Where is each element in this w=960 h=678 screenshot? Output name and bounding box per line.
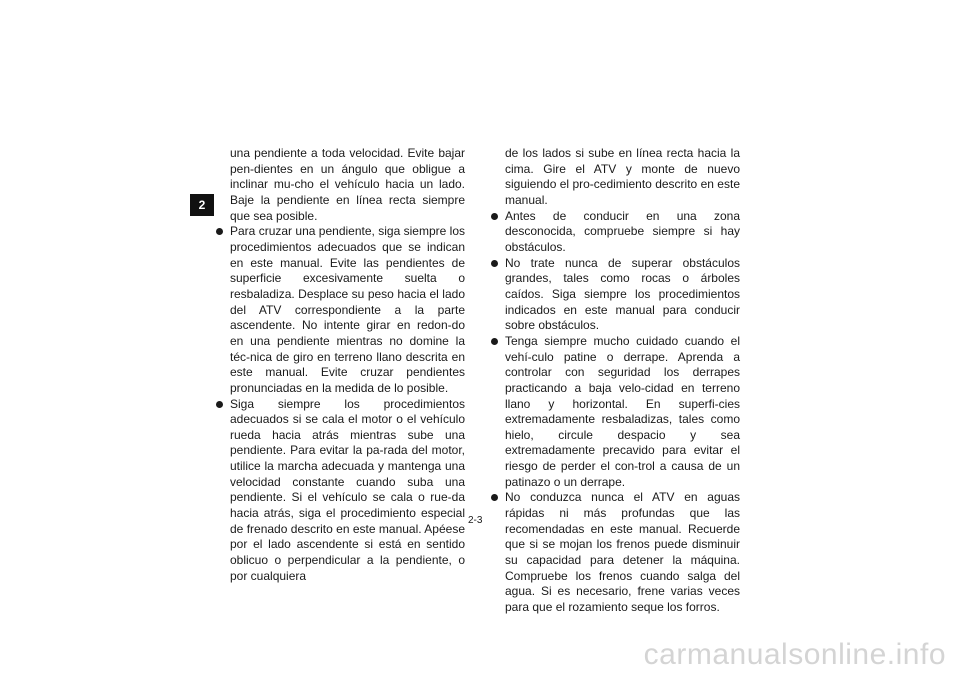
bullet-item [491,209,740,256]
watermark: carmanualsonline.info [643,638,946,671]
bullet-icon [216,401,223,408]
bullet-text: Siga siempre los procedimientos adecuados si se cala el motor o el vehículo rueda hacia atrás mientras sube una pendiente. Para evitar la pa-rada del motor, utilice la marcha adecuada y mantenga una velocidad constante cuando suba una pendiente. Si el vehículo se cala o rue-da hacia atrás, siga el procedimiento especial de frenado descrito en este manual. Apéese por el lado ascendente si está en sentido oblicuo o perpendicular a la pendiente, o por cualquiera [230,396,465,583]
left-column [216,146,465,584]
bullet-icon [491,494,498,501]
bullet-icon [491,260,498,267]
bullet-item [216,397,465,585]
bullet-item [491,334,740,491]
left-continuation-paragraph: una pendiente a toda velocidad. Evite bajar pen-dientes en un ángulo que obligue a inclinar mu-cho el vehículo hacia un lado. Baje la pendiente en línea recta siempre que sea posible. [230,146,465,223]
bullet-icon [491,213,498,220]
bullet-item [216,224,465,396]
bullet-item [491,256,740,334]
page-number: 2-3 [468,515,483,526]
bullet-text: No conduzca nunca el ATV en aguas rápidas ni más profundas que las recomendadas en este manual. Recuerde que si se mojan los frenos puede disminuir su capacidad para detener la máquina. Compruebe los frenos cuando salga del agua. Si es necesario, frene varias veces para que el rozamiento seque los forros. [505,490,740,615]
right-column [491,146,740,616]
bullet-text: Antes de conducir en una zona desconocida, compruebe siempre si hay obstáculos. [505,208,740,254]
right-continuation-paragraph: de los lados si sube en línea recta hacia la cima. Gire el ATV y monte de nuevo siguiendo el pro-cedimiento descrito en este manual. [505,146,740,207]
bullet-icon [216,228,223,235]
bullet-icon [491,338,498,345]
bullet-text: Para cruzar una pendiente, siga siempre los procedimientos adecuados que se indican en este manual. Evite las pendientes de superficie excesivamente suelta o resbaladiza. Desplace su peso hacia el lado del ATV correspondiente a la parte ascendente. No intente girar en redon-do en una pendiente mientras no domine la téc-nica de giro en terreno llano descrita en este manual. Evite cruzar pendientes pronunciadas en la medida de lo posible. [230,224,465,395]
chapter-tab: 2 [190,194,214,216]
bullet-item [491,490,740,615]
bullet-text: No trate nunca de superar obstáculos grandes, tales como rocas o árboles caídos. Siga siempre los procedimientos indicados en este manual para conducir sobre obstáculos. [505,255,740,333]
bullet-text: Tenga siempre mucho cuidado cuando el vehí-culo patine o derrape. Aprenda a controlar con seguridad los derrapes practicando a baja velo-cidad en terreno llano y horizontal. En superfi-cies extremadamente resbaladizas, tales como hielo, circule despacio y sea extremadamente precavido para evitar el riesgo de perder el con-trol a causa de un patinazo o un derrape. [505,333,740,489]
